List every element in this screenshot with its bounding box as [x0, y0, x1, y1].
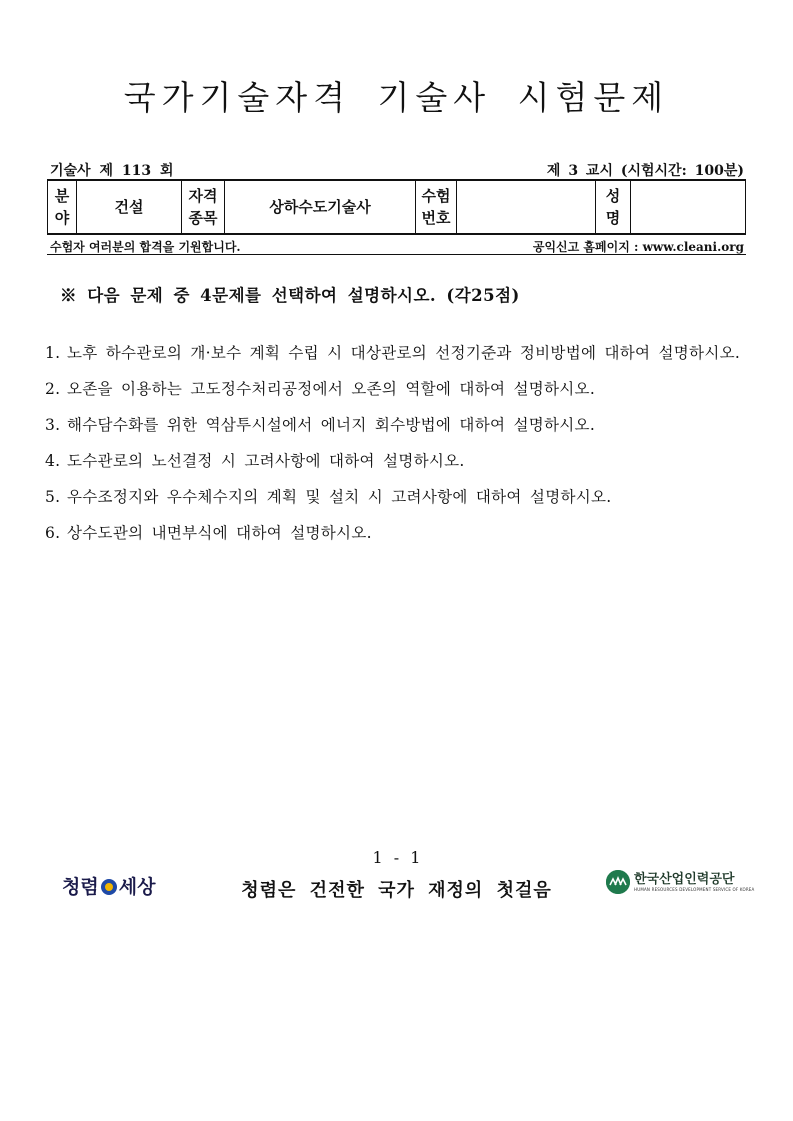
report-site-text: 공익신고 홈페이지 : www.cleani.org	[532, 240, 744, 254]
field-label-line2: 야	[54, 209, 70, 227]
exam-number-label-line1: 수험	[421, 187, 451, 205]
field-label	[48, 180, 77, 234]
question-item	[45, 448, 750, 475]
question-item	[45, 412, 750, 439]
hrdk-emblem-svg	[606, 870, 630, 894]
hrdk-name-english: HUMAN RESOURCES DEVELOPMENT SERVICE OF KOREA	[634, 886, 755, 892]
question-text: 도수관로의 노선결정 시 고려사항에 대하여 설명하시오.	[67, 452, 465, 470]
qualification-label-line1: 자격	[188, 187, 218, 205]
logo-text-part2: 세상	[118, 876, 156, 898]
info-footer-row	[47, 238, 746, 255]
question-number: 1.	[45, 344, 61, 362]
name-label	[596, 180, 631, 234]
qualification-label	[182, 180, 225, 234]
field-label-line1: 분	[54, 187, 70, 205]
question-number: 6.	[45, 524, 61, 542]
exam-session: 제 3 교시 (시험시간: 100분)	[546, 163, 744, 179]
page-title: 국가기술자격 기술사 시험문제	[123, 78, 670, 117]
question-item	[45, 376, 750, 403]
field-value: 건설	[77, 180, 182, 234]
question-list	[45, 340, 750, 556]
question-number: 3.	[45, 416, 61, 434]
exam-number-label	[416, 180, 457, 234]
qualification-value: 상하수도기술사	[225, 180, 416, 234]
good-luck-message: 수험자 여러분의 합격을 기원합니다.	[50, 240, 241, 254]
name-label-line1: 성	[605, 187, 621, 205]
question-text: 상수도관의 내면부식에 대하여 설명하시오.	[67, 524, 372, 542]
logo-text-part1: 청렴	[62, 876, 99, 898]
question-number: 2.	[45, 380, 61, 398]
question-text: 오존을 이용하는 고도정수처리공정에서 오존의 역할에 대하여 설명하시오.	[67, 380, 596, 398]
page-number: 1 - 1	[372, 848, 421, 867]
question-item	[45, 484, 750, 511]
exam-number-label-line2: 번호	[421, 209, 451, 227]
question-number: 4.	[45, 452, 61, 470]
hrdk-logo	[606, 870, 754, 894]
exam-number-field[interactable]	[457, 180, 596, 234]
exam-info-table	[47, 179, 746, 235]
name-field[interactable]	[631, 180, 746, 234]
question-item	[45, 340, 750, 367]
question-item	[45, 520, 750, 547]
exam-meta-row	[47, 160, 746, 180]
name-label-line2: 명	[605, 209, 621, 227]
hrdk-emblem-icon	[606, 870, 630, 894]
question-text: 노후 하수관로의 개·보수 계획 수립 시 대상관로의 선정기준과 정비방법에 대하여 설명하시오.	[67, 344, 741, 362]
question-text: 해수담수화를 위한 역삼투시설에서 에너지 회수방법에 대하여 설명하시오.	[67, 416, 596, 434]
integrity-slogan: 청렴은 건전한 국가 재정의 첫걸음	[241, 880, 552, 901]
qualification-label-line2: 종목	[188, 209, 218, 227]
hrdk-name-korean: 한국산업인력공단	[634, 871, 735, 887]
exam-round: 기술사 제 113 회	[50, 163, 174, 179]
question-text: 우수조정지와 우수체수지의 계획 및 설치 시 고려사항에 대하여 설명하시오.	[67, 488, 612, 506]
question-number: 5.	[45, 488, 61, 506]
instruction-text: ※ 다음 문제 중 4문제를 선택하여 설명하시오. (각25점)	[60, 286, 520, 305]
